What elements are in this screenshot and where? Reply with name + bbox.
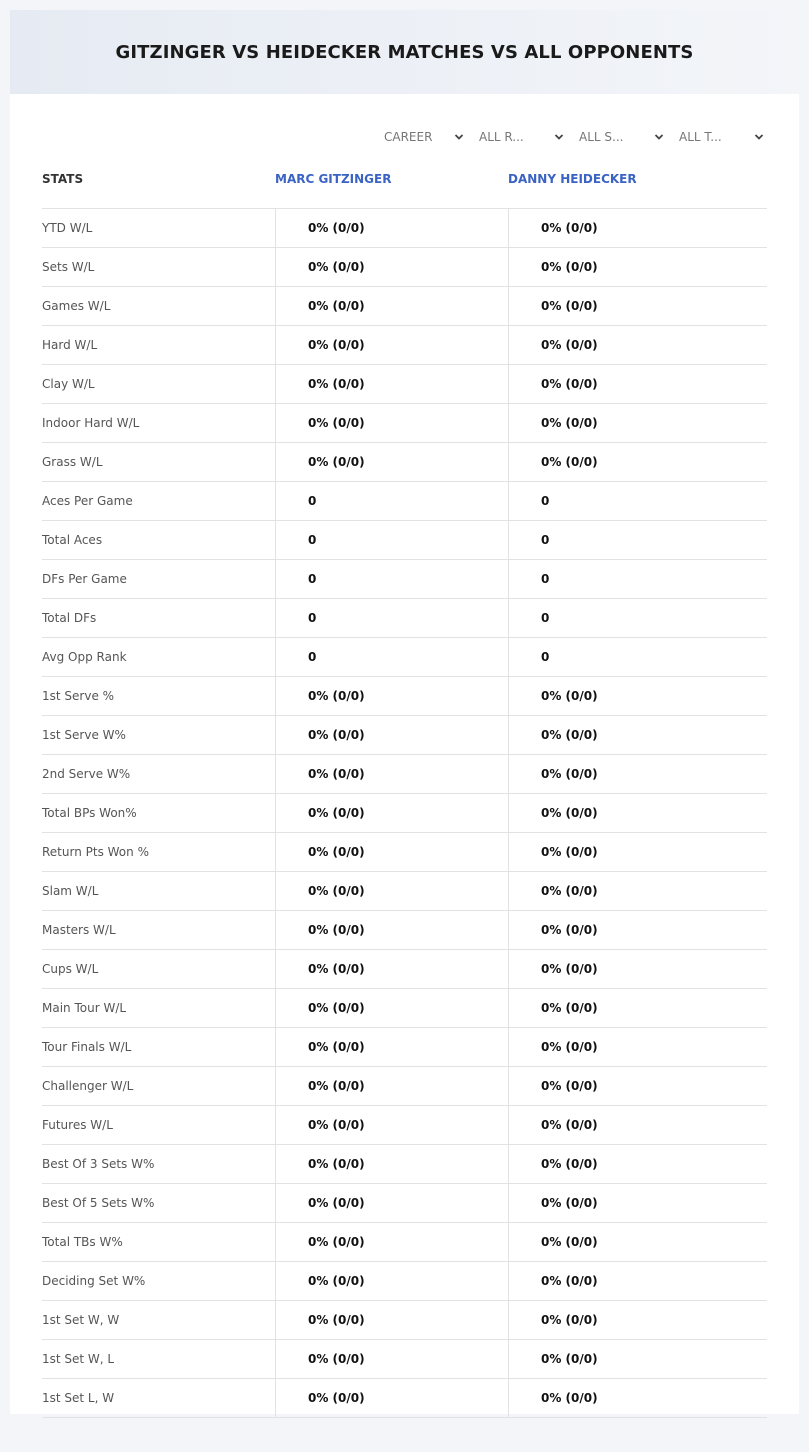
- stat-label: Hard W/L: [42, 338, 98, 352]
- player2-stat-value: 0% (0/0): [508, 248, 767, 286]
- chevron-down-icon: [654, 130, 664, 144]
- card-header: [10, 10, 799, 94]
- table-row: [42, 248, 767, 287]
- stat-label: 1st Set L, W: [42, 1391, 115, 1405]
- stat-label: Grass W/L: [42, 455, 103, 469]
- player2-stat-value: 0% (0/0): [508, 287, 767, 325]
- player2-stat-value: 0% (0/0): [508, 1223, 767, 1261]
- filter-surface-label: ALL S...: [579, 130, 624, 144]
- table-row: [42, 482, 767, 521]
- player2-stat-value: 0% (0/0): [508, 950, 767, 988]
- player1-stat-value: 0% (0/0): [275, 287, 508, 325]
- player2-stat-value: 0: [508, 599, 767, 637]
- table-row: [42, 911, 767, 950]
- player1-stat-value: 0% (0/0): [275, 1106, 508, 1144]
- table-row: [42, 794, 767, 833]
- player1-stat-value: 0% (0/0): [275, 326, 508, 364]
- player1-stat-value: 0: [275, 482, 508, 520]
- stat-label: 1st Serve %: [42, 689, 115, 703]
- table-row: [42, 560, 767, 599]
- stat-label: 2nd Serve W%: [42, 767, 131, 781]
- chevron-down-icon: [754, 130, 764, 144]
- player1-stat-value: 0: [275, 521, 508, 559]
- table-row: [42, 365, 767, 404]
- table-row: [42, 209, 767, 248]
- stat-label: Masters W/L: [42, 923, 116, 937]
- stat-label: 1st Serve W%: [42, 728, 126, 742]
- filter-round-label: ALL R...: [479, 130, 524, 144]
- player2-stat-value: 0% (0/0): [508, 326, 767, 364]
- table-row: [42, 833, 767, 872]
- stat-label: Aces Per Game: [42, 494, 133, 508]
- table-row: [42, 755, 767, 794]
- table-row: [42, 950, 767, 989]
- player2-stat-value: 0% (0/0): [508, 1106, 767, 1144]
- player2-stat-value: 0% (0/0): [508, 755, 767, 793]
- table-row: [42, 599, 767, 638]
- table-row: [42, 1340, 767, 1379]
- stat-label: DFs Per Game: [42, 572, 127, 586]
- player1-stat-value: 0% (0/0): [275, 833, 508, 871]
- stats-column-header: STATS: [42, 172, 84, 186]
- player2-stat-value: 0% (0/0): [508, 794, 767, 832]
- player2-link[interactable]: DANNY HEIDECKER: [508, 172, 637, 186]
- stat-label: Avg Opp Rank: [42, 650, 127, 664]
- player2-stat-value: 0% (0/0): [508, 911, 767, 949]
- player1-stat-value: 0% (0/0): [275, 794, 508, 832]
- player1-stat-value: 0% (0/0): [275, 404, 508, 442]
- stat-label: Total Aces: [42, 533, 103, 547]
- stat-label: Total DFs: [42, 611, 97, 625]
- stat-label: 1st Set W, L: [42, 1352, 115, 1366]
- player2-stat-value: 0: [508, 482, 767, 520]
- stat-label: Best Of 3 Sets W%: [42, 1157, 155, 1171]
- filter-surface-select[interactable]: [579, 125, 664, 149]
- stat-label: Deciding Set W%: [42, 1274, 146, 1288]
- player2-stat-value: 0% (0/0): [508, 1340, 767, 1378]
- table-row: [42, 1145, 767, 1184]
- stat-label: Total TBs W%: [42, 1235, 123, 1249]
- player2-stat-value: 0% (0/0): [508, 1379, 767, 1417]
- player1-stat-value: 0% (0/0): [275, 1184, 508, 1222]
- filter-tournament-label: ALL T...: [679, 130, 722, 144]
- stat-label: Best Of 5 Sets W%: [42, 1196, 155, 1210]
- stat-label: Futures W/L: [42, 1118, 113, 1132]
- player2-stat-value: 0% (0/0): [508, 1262, 767, 1300]
- table-row: [42, 1067, 767, 1106]
- stats-card: [10, 10, 799, 1414]
- table-row: [42, 521, 767, 560]
- page-title: GITZINGER VS HEIDECKER MATCHES VS ALL OPPONENTS: [115, 41, 694, 63]
- stat-label: Tour Finals W/L: [42, 1040, 132, 1054]
- player1-stat-value: 0% (0/0): [275, 1262, 508, 1300]
- player2-stat-value: 0% (0/0): [508, 716, 767, 754]
- player2-stat-value: 0% (0/0): [508, 833, 767, 871]
- player1-stat-value: 0% (0/0): [275, 1223, 508, 1261]
- table-row: [42, 1028, 767, 1067]
- stat-label: Slam W/L: [42, 884, 99, 898]
- table-row: [42, 1106, 767, 1145]
- player2-stat-value: 0% (0/0): [508, 404, 767, 442]
- filter-period-select[interactable]: [384, 125, 464, 149]
- stat-label: Indoor Hard W/L: [42, 416, 140, 430]
- chevron-down-icon: [454, 130, 464, 144]
- stat-label: Clay W/L: [42, 377, 95, 391]
- player1-stat-value: 0% (0/0): [275, 248, 508, 286]
- stat-label: Challenger W/L: [42, 1079, 134, 1093]
- player2-stat-value: 0% (0/0): [508, 872, 767, 910]
- player1-stat-value: 0% (0/0): [275, 755, 508, 793]
- player2-stat-value: 0% (0/0): [508, 677, 767, 715]
- stat-label: Return Pts Won %: [42, 845, 149, 859]
- player1-stat-value: 0: [275, 599, 508, 637]
- player2-stat-value: 0% (0/0): [508, 1028, 767, 1066]
- player2-stat-value: 0% (0/0): [508, 1067, 767, 1105]
- player1-stat-value: 0% (0/0): [275, 911, 508, 949]
- stat-label: YTD W/L: [42, 221, 93, 235]
- player1-stat-value: 0% (0/0): [275, 677, 508, 715]
- player2-stat-value: 0% (0/0): [508, 443, 767, 481]
- player2-stat-value: 0% (0/0): [508, 1301, 767, 1339]
- player1-stat-value: 0: [275, 638, 508, 676]
- player1-stat-value: 0% (0/0): [275, 872, 508, 910]
- stat-label: Cups W/L: [42, 962, 99, 976]
- player2-stat-value: 0: [508, 521, 767, 559]
- table-row: [42, 443, 767, 482]
- table-header: [42, 160, 767, 209]
- table-row: [42, 1262, 767, 1301]
- filter-bar: [10, 125, 799, 149]
- table-row: [42, 1223, 767, 1262]
- player1-stat-value: 0% (0/0): [275, 365, 508, 403]
- player1-stat-value: 0% (0/0): [275, 1028, 508, 1066]
- player1-stat-value: 0: [275, 560, 508, 598]
- player1-stat-value: 0% (0/0): [275, 1379, 508, 1417]
- player1-stat-value: 0% (0/0): [275, 1340, 508, 1378]
- player2-stat-value: 0% (0/0): [508, 365, 767, 403]
- table-row: [42, 1184, 767, 1223]
- player1-stat-value: 0% (0/0): [275, 209, 508, 247]
- filter-round-select[interactable]: [479, 125, 564, 149]
- stat-label: Total BPs Won%: [42, 806, 137, 820]
- stats-table: [42, 160, 767, 1418]
- filter-period-label: CAREER: [384, 130, 433, 144]
- player1-stat-value: 0% (0/0): [275, 716, 508, 754]
- player1-stat-value: 0% (0/0): [275, 443, 508, 481]
- table-row: [42, 872, 767, 911]
- stat-label: 1st Set W, W: [42, 1313, 120, 1327]
- player1-stat-value: 0% (0/0): [275, 950, 508, 988]
- table-row: [42, 326, 767, 365]
- player1-stat-value: 0% (0/0): [275, 1301, 508, 1339]
- table-row: [42, 989, 767, 1028]
- player2-stat-value: 0% (0/0): [508, 1145, 767, 1183]
- player2-stat-value: 0% (0/0): [508, 989, 767, 1027]
- table-body: [42, 209, 767, 1418]
- player1-link[interactable]: MARC GITZINGER: [275, 172, 392, 186]
- table-row: [42, 638, 767, 677]
- table-row: [42, 677, 767, 716]
- stat-label: Sets W/L: [42, 260, 95, 274]
- table-row: [42, 287, 767, 326]
- player1-stat-value: 0% (0/0): [275, 989, 508, 1027]
- table-row: [42, 1379, 767, 1418]
- chevron-down-icon: [554, 130, 564, 144]
- table-row: [42, 1301, 767, 1340]
- stat-label: Games W/L: [42, 299, 111, 313]
- player2-stat-value: 0: [508, 560, 767, 598]
- player2-stat-value: 0% (0/0): [508, 1184, 767, 1222]
- player2-stat-value: 0% (0/0): [508, 209, 767, 247]
- filter-tournament-select[interactable]: [679, 125, 764, 149]
- player1-stat-value: 0% (0/0): [275, 1067, 508, 1105]
- stat-label: Main Tour W/L: [42, 1001, 127, 1015]
- player2-stat-value: 0: [508, 638, 767, 676]
- table-row: [42, 404, 767, 443]
- player1-stat-value: 0% (0/0): [275, 1145, 508, 1183]
- table-row: [42, 716, 767, 755]
